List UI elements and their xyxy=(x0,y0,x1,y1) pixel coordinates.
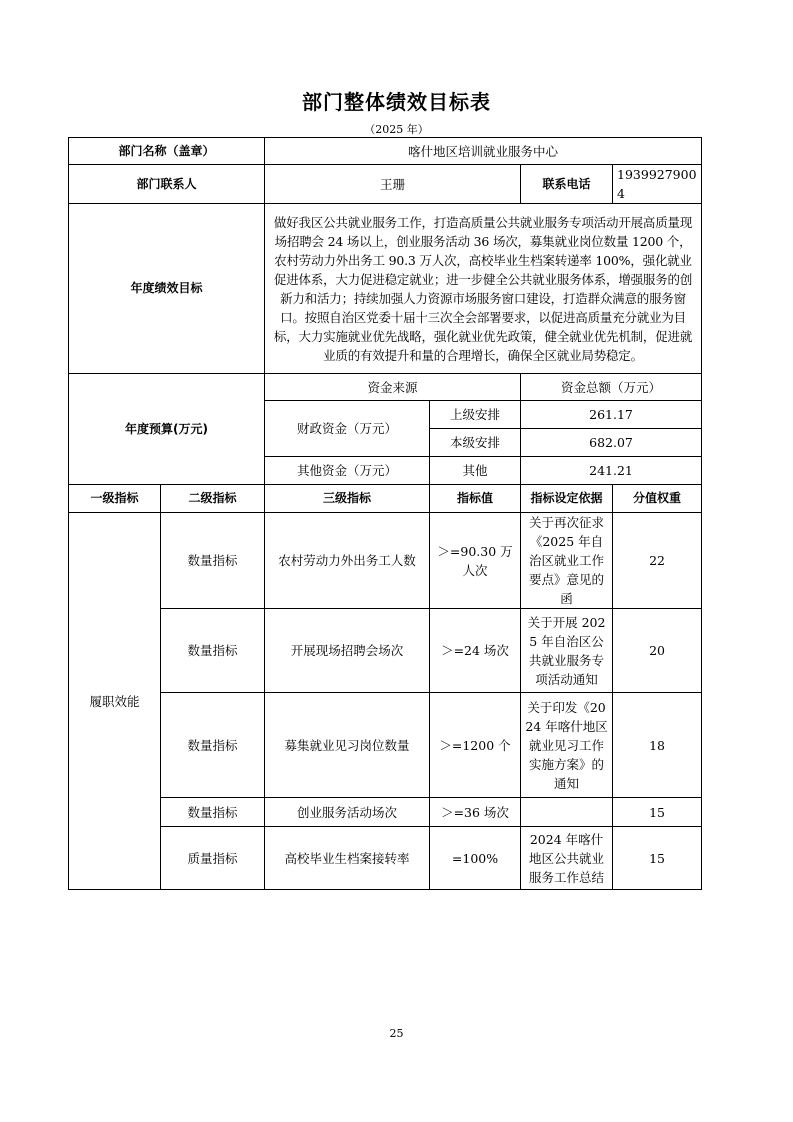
level2-indicator: 数量指标 xyxy=(161,609,265,693)
contact-value: 王珊 xyxy=(265,165,521,204)
table-row xyxy=(69,513,702,609)
header-basis: 指标设定依据 xyxy=(521,485,613,513)
level2-indicator: 数量指标 xyxy=(161,693,265,798)
table-row xyxy=(69,693,702,798)
local-level-label: 本级安排 xyxy=(430,429,521,457)
other-fund-value: 241.21 xyxy=(521,457,702,485)
header-level3: 三级指标 xyxy=(265,485,430,513)
level2-indicator: 质量指标 xyxy=(161,827,265,890)
dept-name-label: 部门名称（盖章） xyxy=(69,138,265,165)
fund-total-header: 资金总额（万元） xyxy=(521,374,702,401)
indicator-weight: 15 xyxy=(613,827,702,890)
level3-indicator: 农村劳动力外出务工人数 xyxy=(265,513,430,609)
other-sub-label: 其他 xyxy=(430,457,521,485)
phone-value: 19399279004 xyxy=(613,165,702,204)
page-number: 25 xyxy=(389,1027,404,1040)
header-level1: 一级指标 xyxy=(69,485,161,513)
table-row xyxy=(69,798,702,827)
upper-level-label: 上级安排 xyxy=(430,401,521,429)
indicator-weight: 20 xyxy=(613,609,702,693)
indicator-value: ＞=24 场次 xyxy=(430,609,521,693)
year-label: （2025 年） xyxy=(364,123,429,136)
indicator-weight: 15 xyxy=(613,798,702,827)
header-value: 指标值 xyxy=(430,485,521,513)
indicator-basis: 关于印发《2024 年喀什地区就业见习工作实施方案》的通知 xyxy=(521,693,613,798)
level1-indicator: 履职效能 xyxy=(69,513,161,890)
indicator-basis: 关于开展 2025 年自治区公共就业服务专项活动通知 xyxy=(521,609,613,693)
indicator-basis: 2024 年喀什地区公共就业服务工作总结 xyxy=(521,827,613,890)
budget-header-row xyxy=(69,374,702,401)
level2-indicator: 数量指标 xyxy=(161,513,265,609)
indicator-basis: 关于再次征求《2025 年自治区就业工作要点》意见的函 xyxy=(521,513,613,609)
level2-indicator: 数量指标 xyxy=(161,798,265,827)
performance-table xyxy=(68,137,702,890)
level3-indicator: 创业服务活动场次 xyxy=(265,798,430,827)
other-fund-label: 其他资金（万元） xyxy=(265,457,430,485)
indicator-weight: 18 xyxy=(613,693,702,798)
goal-text: 做好我区公共就业服务工作，打造高质量公共就业服务专项活动开展高质量现场招聘会 24 场以上，创业服务活动 36 场次，募集就业岗位数量 1200 个，农村劳动力外出务工 90.3 万人次，高校毕业生档案转递率 100%，强化就业促进体系，大力促进稳定就业；进一步健全公共就业服务体系，增强服务的创新力和活力；持续加强人力资源市场服务窗口建设，打造群众满意的服务窗口。按照自治区党委十届十三次全会部署要求，以促进高质量充分就业为目标，大力实施就业优先战略，强化就业优先政策，健全就业优先机制，促进就业质的有效提升和量的合理增长，确保全区就业局势稳定。 xyxy=(265,204,702,374)
goal-row xyxy=(69,204,702,374)
indicator-header-row xyxy=(69,485,702,513)
fund-source-header: 资金来源 xyxy=(265,374,521,401)
indicator-value: ＞=36 场次 xyxy=(430,798,521,827)
level3-indicator: 开展现场招聘会场次 xyxy=(265,609,430,693)
table-row xyxy=(69,609,702,693)
indicator-value: ＞=90.30 万人次 xyxy=(430,513,521,609)
goal-label: 年度绩效目标 xyxy=(69,204,265,374)
upper-level-value: 261.17 xyxy=(521,401,702,429)
header-weight: 分值权重 xyxy=(613,485,702,513)
fiscal-fund-label: 财政资金（万元） xyxy=(265,401,430,457)
page-title: 部门整体绩效目标表 xyxy=(302,90,491,114)
indicator-weight: 22 xyxy=(613,513,702,609)
local-level-value: 682.07 xyxy=(521,429,702,457)
contact-label: 部门联系人 xyxy=(69,165,265,204)
budget-label: 年度预算(万元) xyxy=(69,374,265,485)
header-level2: 二级指标 xyxy=(161,485,265,513)
indicator-value: ＞=1200 个 xyxy=(430,693,521,798)
indicator-basis xyxy=(521,798,613,827)
dept-name-value: 喀什地区培训就业服务中心 xyxy=(265,138,702,165)
indicator-value: =100% xyxy=(430,827,521,890)
contact-row xyxy=(69,165,702,204)
level3-indicator: 募集就业见习岗位数量 xyxy=(265,693,430,798)
level3-indicator: 高校毕业生档案接转率 xyxy=(265,827,430,890)
phone-label: 联系电话 xyxy=(521,165,613,204)
table-row xyxy=(69,827,702,890)
dept-name-row xyxy=(69,138,702,165)
